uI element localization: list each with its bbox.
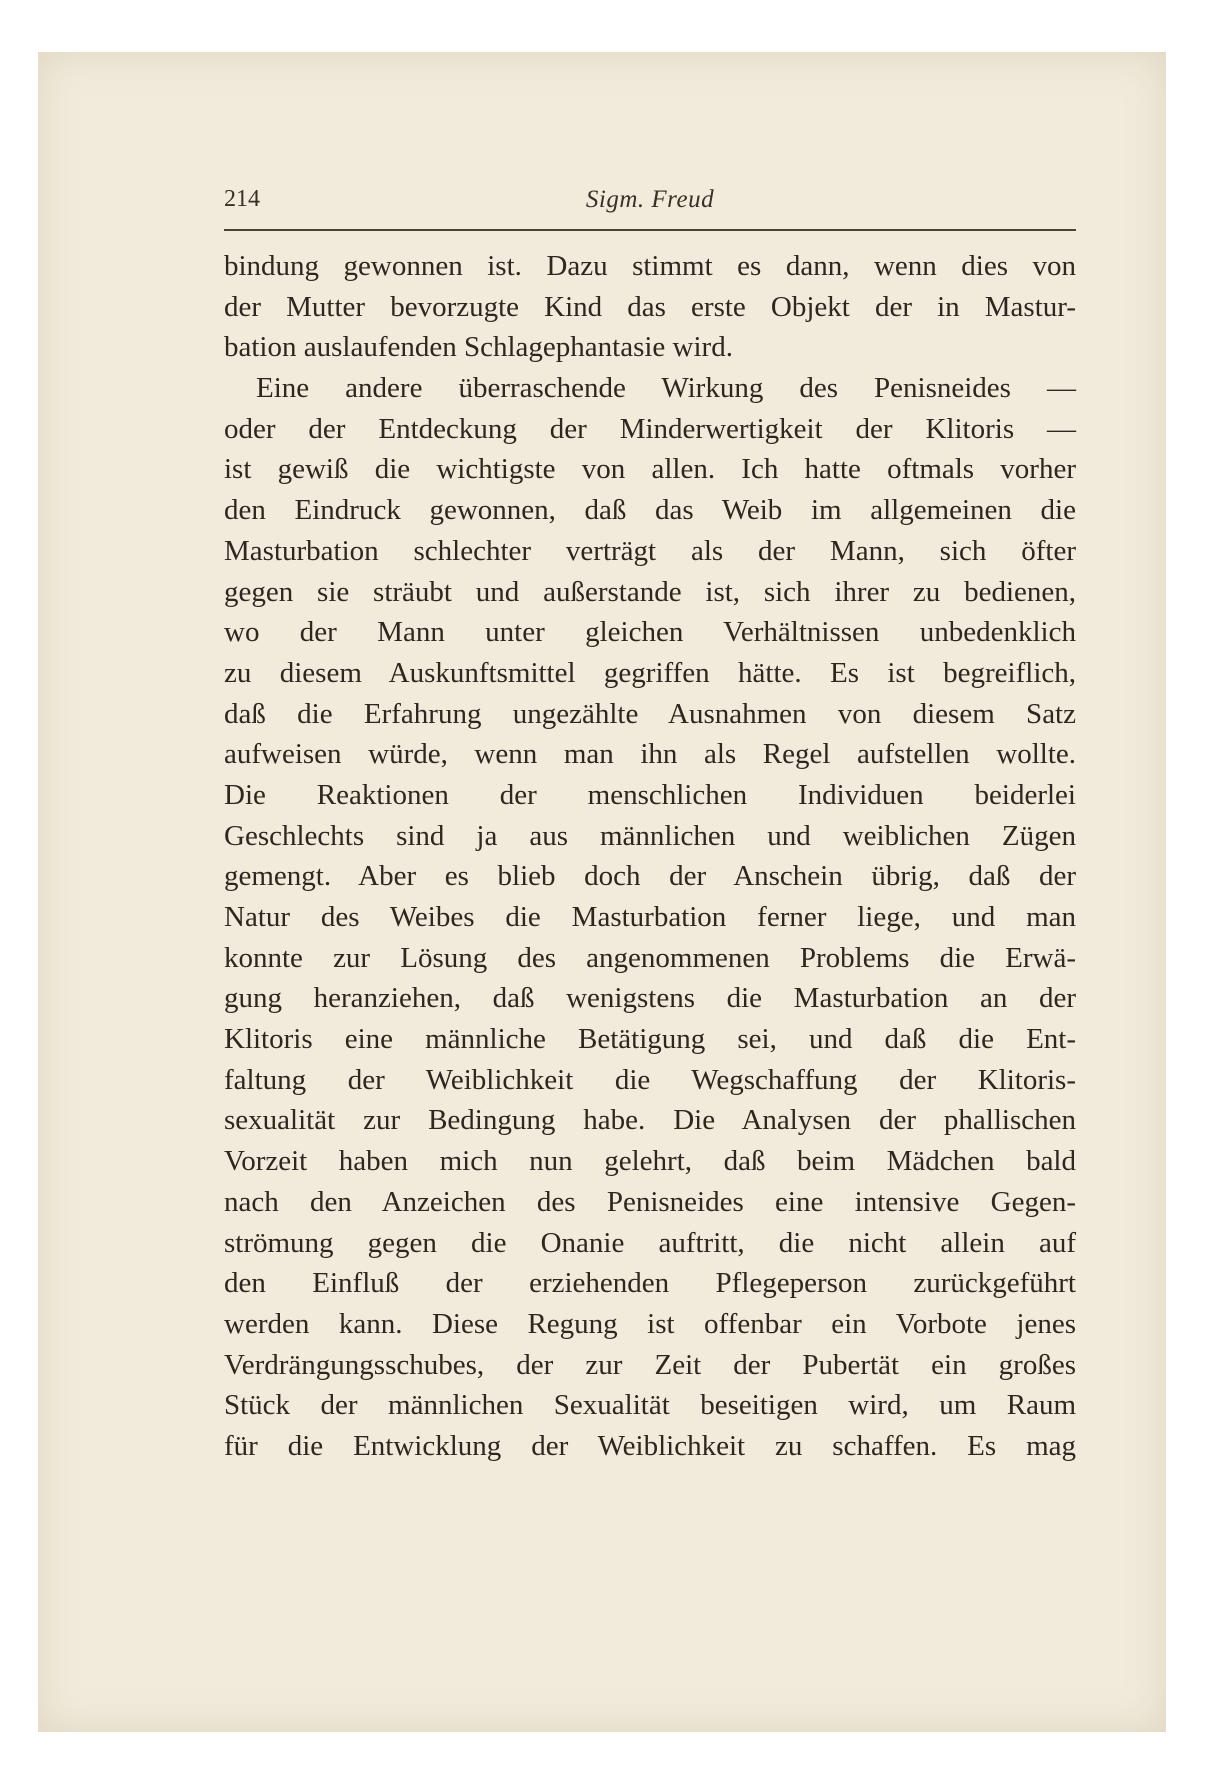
body-text bbox=[224, 246, 1076, 1467]
text-line: Eine andere überraschende Wirkung des Penisneides — bbox=[256, 372, 1076, 405]
text-line: den Einfluß der erziehenden Pflegeperson zurückgeführt bbox=[224, 1267, 1076, 1300]
text-line: für die Entwicklung der Weiblichkeit zu schaffen. Es mag bbox=[224, 1429, 1076, 1462]
text-line: den Eindruck gewonnen, daß das Weib im allgemeinen die bbox=[224, 494, 1076, 527]
text-line: gegen sie sträubt und außerstande ist, sich ihrer zu bedienen, bbox=[224, 575, 1076, 608]
text-line: Masturbation schlechter verträgt als der Mann, sich öfter bbox=[224, 534, 1076, 567]
text-line: strömung gegen die Onanie auftritt, die nicht allein auf bbox=[224, 1226, 1076, 1259]
text-line: wo der Mann unter gleichen Verhältnissen unbedenklich bbox=[224, 616, 1076, 649]
text-line: Klitoris eine männliche Betätigung sei, und daß die Ent- bbox=[224, 1023, 1076, 1056]
text-line: Stück der männlichen Sexualität beseitigen wird, um Raum bbox=[224, 1389, 1076, 1422]
text-line: faltung der Weiblichkeit die Wegschaffung der Klitoris- bbox=[224, 1063, 1076, 1096]
text-line: konnte zur Lösung des angenommenen Problems die Erwä- bbox=[224, 941, 1076, 974]
header-rule bbox=[224, 229, 1076, 231]
text-line: Verdrängungsschubes, der zur Zeit der Pubertät ein großes bbox=[224, 1348, 1076, 1381]
text-line: werden kann. Diese Regung ist offenbar ein Vorbote jenes bbox=[224, 1307, 1076, 1340]
text-line: nach den Anzeichen des Penisneides eine intensive Gegen- bbox=[224, 1185, 1076, 1218]
text-line: Natur des Weibes die Masturbation ferner liege, und man bbox=[224, 901, 1076, 933]
text-line: bindung gewonnen ist. Dazu stimmt es dann, wenn dies von bbox=[224, 250, 1076, 282]
text-line: ist gewiß die wichtigste von allen. Ich hatte oftmals vorher bbox=[224, 453, 1076, 486]
text-line: gemengt. Aber es blieb doch der Anschein übrig, daß der bbox=[224, 860, 1076, 893]
text-line: gung heranziehen, daß wenigstens die Masturbation an der bbox=[224, 982, 1076, 1015]
text-line: oder der Entdeckung der Minderwertigkeit der Klitoris — bbox=[224, 412, 1076, 445]
text-line: Vorzeit haben mich nun gelehrt, daß beim Mädchen bald bbox=[224, 1145, 1076, 1178]
text-line: Die Reaktionen der menschlichen Individuen beiderlei bbox=[224, 778, 1076, 811]
text-line: der Mutter bevorzugte Kind das erste Objekt der in Mastur- bbox=[224, 290, 1076, 323]
text-line: sexualität zur Bedingung habe. Die Analysen der phallischen bbox=[224, 1104, 1076, 1137]
text-line: bation auslaufenden Schlagephantasie wird. bbox=[224, 331, 733, 364]
text-line: daß die Erfahrung ungezählte Ausnahmen von diesem Satz bbox=[224, 697, 1076, 730]
running-head: Sigm. Freud bbox=[585, 186, 715, 213]
text-line: Geschlechts sind ja aus männlichen und weiblichen Zügen bbox=[224, 819, 1076, 852]
page-number: 214 bbox=[224, 186, 260, 212]
text-line: zu diesem Auskunftsmittel gegriffen hätte. Es ist begreiflich, bbox=[224, 656, 1076, 689]
text-line: aufweisen würde, wenn man ihn als Regel aufstellen wollte. bbox=[224, 738, 1076, 771]
page-header bbox=[224, 186, 1076, 226]
